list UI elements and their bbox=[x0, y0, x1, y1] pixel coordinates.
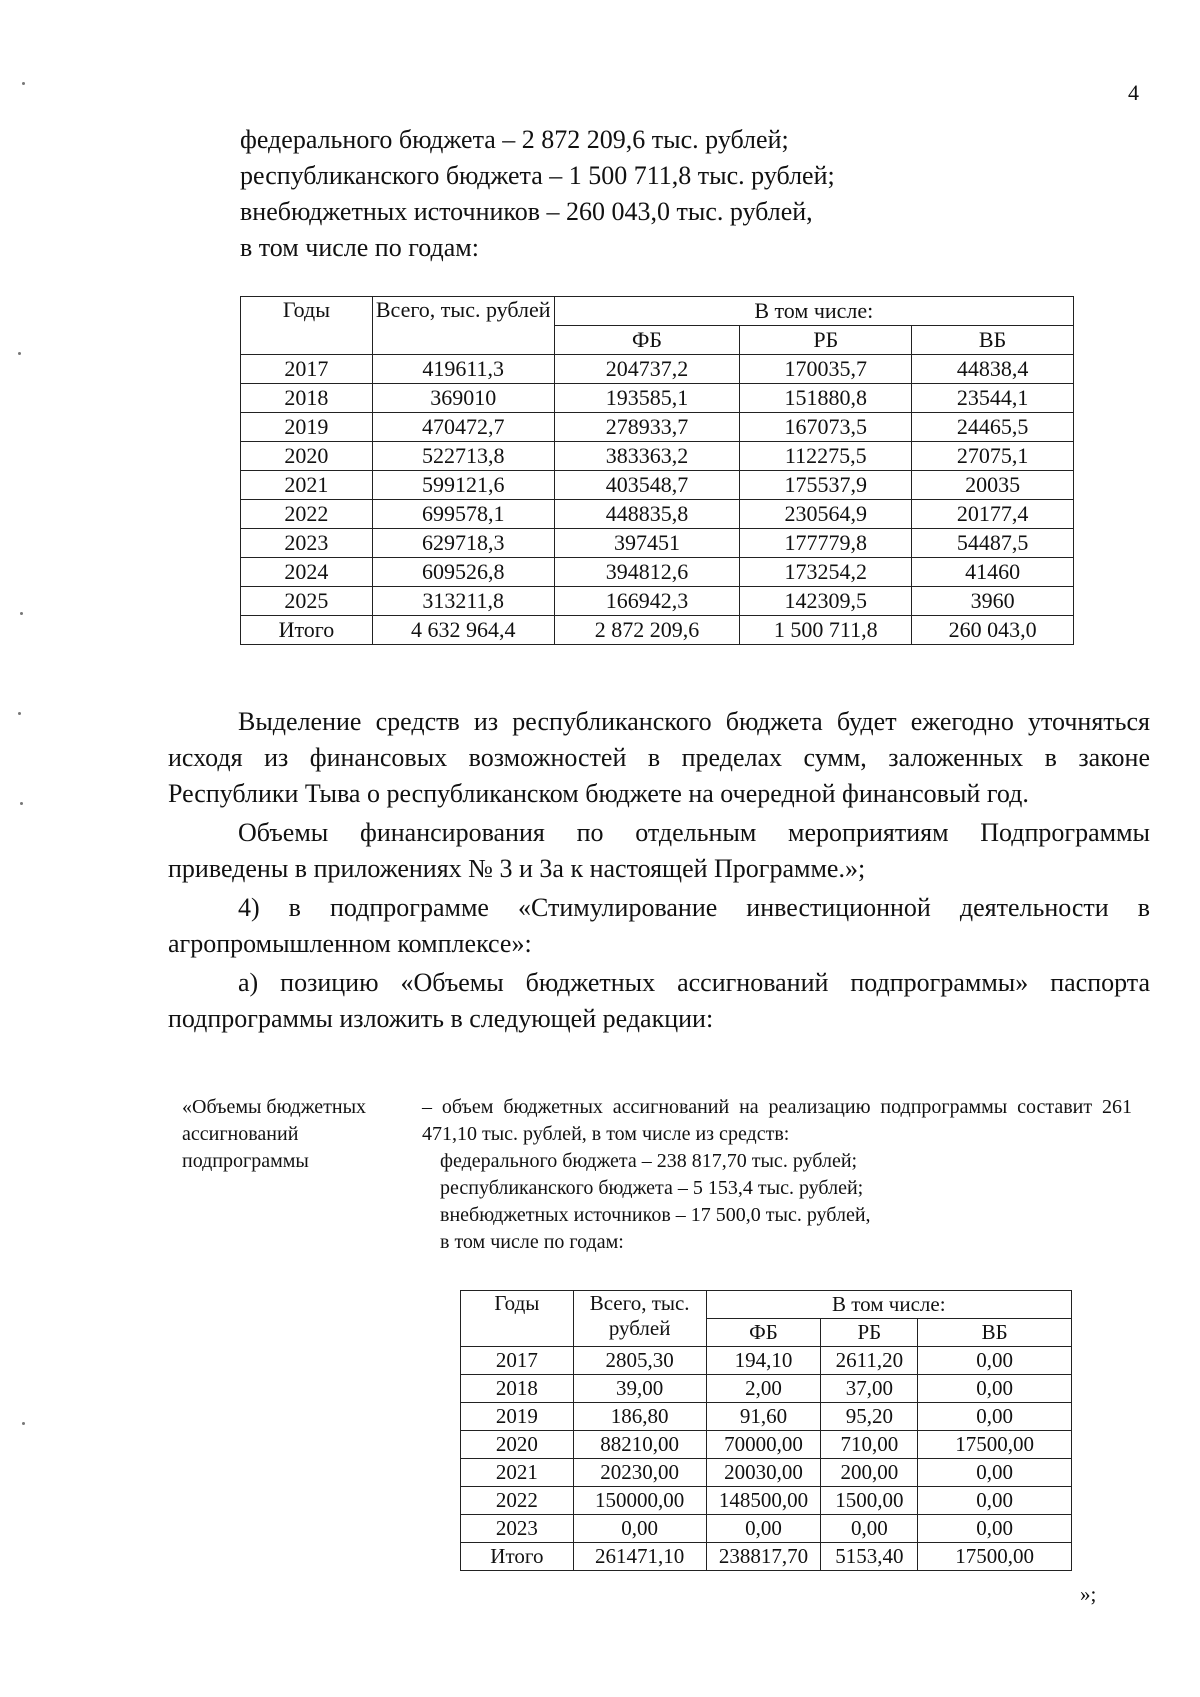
table-cell: 148500,00 bbox=[706, 1487, 821, 1515]
paragraph-position: а) позицию «Объемы бюджетных ассигнований подпрограммы» паспорта подпрограммы изложить в следующей редакции: bbox=[168, 968, 1150, 1033]
table-cell: 200,00 bbox=[821, 1459, 918, 1487]
table-cell: 70000,00 bbox=[706, 1431, 821, 1459]
table-cell: 112275,5 bbox=[740, 442, 912, 471]
page-number: 4 bbox=[1128, 80, 1139, 105]
table-cell: 710,00 bbox=[821, 1431, 918, 1459]
table-body bbox=[461, 1347, 1072, 1571]
table-cell: 2019 bbox=[241, 413, 373, 442]
table-cell: 2021 bbox=[241, 471, 373, 500]
table-cell: 2611,20 bbox=[821, 1347, 918, 1375]
table-cell: 369010 bbox=[372, 384, 554, 413]
table-cell: 2023 bbox=[241, 529, 373, 558]
table-cell: 1 500 711,8 bbox=[740, 616, 912, 645]
table-cell: 88210,00 bbox=[573, 1431, 706, 1459]
table-cell: 166942,3 bbox=[554, 587, 740, 616]
table-cell: 278933,7 bbox=[554, 413, 740, 442]
table-cell: 177779,8 bbox=[740, 529, 912, 558]
funding-table-subprogram bbox=[460, 1290, 1072, 1571]
table-cell: 20177,4 bbox=[912, 500, 1074, 529]
table-cell: 238817,70 bbox=[706, 1543, 821, 1571]
table-cell: 2 872 209,6 bbox=[554, 616, 740, 645]
table-cell: 629718,3 bbox=[372, 529, 554, 558]
table-cell: 0,00 bbox=[706, 1515, 821, 1543]
intro-line-offbudget: внебюджетных источников – 260 043,0 тыс. рублей, bbox=[240, 197, 813, 226]
table-row bbox=[461, 1543, 1072, 1571]
funding-table-main bbox=[240, 296, 1074, 645]
header-years: Годы bbox=[461, 1291, 574, 1347]
table-row bbox=[461, 1347, 1072, 1375]
table-row bbox=[461, 1459, 1072, 1487]
table-cell: 27075,1 bbox=[912, 442, 1074, 471]
table-cell: 17500,00 bbox=[918, 1431, 1072, 1459]
header-vb: ВБ bbox=[918, 1319, 1072, 1347]
paragraph-allocation: Выделение средств из республиканского бюджета будет ежегодно уточняться исходя из финансовых возможностей в пределах сумм, заложенных в законе Республики Тыва о республиканском бюджете на очередной финансовый год. bbox=[168, 707, 1150, 808]
table-row bbox=[241, 587, 1074, 616]
header-total: Всего, тыс. рублей bbox=[372, 297, 554, 355]
table-row bbox=[461, 1431, 1072, 1459]
table-cell: 2025 bbox=[241, 587, 373, 616]
table-cell: 173254,2 bbox=[740, 558, 912, 587]
table-row bbox=[461, 1487, 1072, 1515]
paragraph-volumes: Объемы финансирования по отдельным мероприятиям Подпрограммы приведены в приложениях № 3 и 3а к настоящей Программе.»; bbox=[168, 818, 1150, 883]
table-header-row bbox=[461, 1291, 1072, 1319]
table-row bbox=[241, 558, 1074, 587]
table-row bbox=[461, 1403, 1072, 1431]
body-text bbox=[168, 704, 1150, 1037]
table-cell: 470472,7 bbox=[372, 413, 554, 442]
passport-line-total: – объем бюджетных ассигнований на реализацию подпрограммы составит 261 471,10 тыс. рублей, в том числе из средств: bbox=[422, 1096, 1132, 1145]
table-cell: 170035,7 bbox=[740, 355, 912, 384]
table-row bbox=[241, 355, 1074, 384]
scan-speck bbox=[20, 612, 23, 615]
table-cell: 0,00 bbox=[918, 1403, 1072, 1431]
table-cell: 95,20 bbox=[821, 1403, 918, 1431]
table-cell: 419611,3 bbox=[372, 355, 554, 384]
table-cell: 609526,8 bbox=[372, 558, 554, 587]
table-cell: 150000,00 bbox=[573, 1487, 706, 1515]
table-cell: 2018 bbox=[461, 1375, 574, 1403]
table-cell: 91,60 bbox=[706, 1403, 821, 1431]
table-cell: 313211,8 bbox=[372, 587, 554, 616]
header-total: Всего, тыс. рублей bbox=[573, 1291, 706, 1347]
table-cell: 44838,4 bbox=[912, 355, 1074, 384]
table-cell: 230564,9 bbox=[740, 500, 912, 529]
table-cell: 2020 bbox=[241, 442, 373, 471]
table-cell: 20030,00 bbox=[706, 1459, 821, 1487]
scan-speck bbox=[18, 352, 21, 355]
table-cell: 0,00 bbox=[918, 1459, 1072, 1487]
header-including: В том числе: bbox=[706, 1291, 1071, 1319]
table-cell: 4 632 964,4 bbox=[372, 616, 554, 645]
table-cell: 383363,2 bbox=[554, 442, 740, 471]
table-cell: 2017 bbox=[241, 355, 373, 384]
table-cell: 2020 bbox=[461, 1431, 574, 1459]
table-row bbox=[241, 529, 1074, 558]
header-rb: РБ bbox=[821, 1319, 918, 1347]
scan-speck bbox=[22, 82, 25, 85]
table-cell: 5153,40 bbox=[821, 1543, 918, 1571]
table-cell: 3960 bbox=[912, 587, 1074, 616]
table-cell: 167073,5 bbox=[740, 413, 912, 442]
header-fb: ФБ bbox=[706, 1319, 821, 1347]
table-cell: Итого bbox=[241, 616, 373, 645]
table-cell: 0,00 bbox=[918, 1375, 1072, 1403]
table-row bbox=[241, 500, 1074, 529]
table-cell: 2019 bbox=[461, 1403, 574, 1431]
scan-speck bbox=[22, 1422, 25, 1425]
table-cell: 41460 bbox=[912, 558, 1074, 587]
table-row bbox=[241, 413, 1074, 442]
table-cell: 0,00 bbox=[918, 1347, 1072, 1375]
table-cell: 37,00 bbox=[821, 1375, 918, 1403]
intro-line-by-years: в том числе по годам: bbox=[240, 233, 479, 262]
table-cell: 0,00 bbox=[573, 1515, 706, 1543]
table-cell: 175537,9 bbox=[740, 471, 912, 500]
table-cell: 24465,5 bbox=[912, 413, 1074, 442]
passport-line-federal: федерального бюджета – 238 817,70 тыс. рублей; bbox=[440, 1150, 858, 1172]
table-cell: 260 043,0 bbox=[912, 616, 1074, 645]
header-including: В том числе: bbox=[554, 297, 1073, 326]
table-cell: 2018 bbox=[241, 384, 373, 413]
table-cell: 2024 bbox=[241, 558, 373, 587]
table-row bbox=[241, 384, 1074, 413]
scan-speck bbox=[18, 712, 21, 715]
table-cell: 261471,10 bbox=[573, 1543, 706, 1571]
table-cell: 0,00 bbox=[918, 1515, 1072, 1543]
table-cell: 20035 bbox=[912, 471, 1074, 500]
intro-line-federal: федерального бюджета – 2 872 209,6 тыс. рублей; bbox=[240, 125, 789, 154]
table-cell: 394812,6 bbox=[554, 558, 740, 587]
passport-line-by-years: в том числе по годам: bbox=[440, 1231, 624, 1253]
table-cell: 2022 bbox=[241, 500, 373, 529]
table-row bbox=[241, 616, 1074, 645]
table-cell: Итого bbox=[461, 1543, 574, 1571]
table-cell: 1500,00 bbox=[821, 1487, 918, 1515]
header-rb: РБ bbox=[740, 326, 912, 355]
table-row bbox=[241, 442, 1074, 471]
table-cell: 2,00 bbox=[706, 1375, 821, 1403]
table-row bbox=[461, 1375, 1072, 1403]
table-body bbox=[241, 355, 1074, 645]
table-row bbox=[241, 471, 1074, 500]
table-cell: 2017 bbox=[461, 1347, 574, 1375]
table-cell: 186,80 bbox=[573, 1403, 706, 1431]
header-vb: ВБ bbox=[912, 326, 1074, 355]
table-cell: 0,00 bbox=[918, 1487, 1072, 1515]
passport-label: «Объемы бюджетных ассигнований подпрограммы bbox=[182, 1096, 367, 1172]
table-cell: 2805,30 bbox=[573, 1347, 706, 1375]
scan-speck bbox=[20, 802, 23, 805]
table-cell: 2021 bbox=[461, 1459, 574, 1487]
table-cell: 17500,00 bbox=[918, 1543, 1072, 1571]
closing-quote-mark: »; bbox=[1080, 1582, 1097, 1606]
table-cell: 142309,5 bbox=[740, 587, 912, 616]
table-cell: 39,00 bbox=[573, 1375, 706, 1403]
table-cell: 403548,7 bbox=[554, 471, 740, 500]
table-cell: 448835,8 bbox=[554, 500, 740, 529]
intro-line-republic: республиканского бюджета – 1 500 711,8 тыс. рублей; bbox=[240, 161, 835, 190]
table-row bbox=[461, 1515, 1072, 1543]
table-cell: 54487,5 bbox=[912, 529, 1074, 558]
table-cell: 397451 bbox=[554, 529, 740, 558]
header-fb: ФБ bbox=[554, 326, 740, 355]
table-cell: 599121,6 bbox=[372, 471, 554, 500]
passport-line-offbudget: внебюджетных источников – 17 500,0 тыс. рублей, bbox=[440, 1204, 871, 1226]
table-header-row bbox=[241, 297, 1074, 326]
table-cell: 194,10 bbox=[706, 1347, 821, 1375]
table-cell: 699578,1 bbox=[372, 500, 554, 529]
passport-line-republic: республиканского бюджета – 5 153,4 тыс. рублей; bbox=[440, 1177, 864, 1199]
table-cell: 204737,2 bbox=[554, 355, 740, 384]
paragraph-subprogram: 4) в подпрограмме «Стимулирование инвестиционной деятельности в агропромышленном комплексе»: bbox=[168, 893, 1150, 958]
table-cell: 2023 bbox=[461, 1515, 574, 1543]
table-cell: 193585,1 bbox=[554, 384, 740, 413]
passport-content bbox=[422, 1094, 1132, 1256]
table-cell: 0,00 bbox=[821, 1515, 918, 1543]
table-cell: 2022 bbox=[461, 1487, 574, 1515]
table-cell: 522713,8 bbox=[372, 442, 554, 471]
table-cell: 20230,00 bbox=[573, 1459, 706, 1487]
table-cell: 23544,1 bbox=[912, 384, 1074, 413]
header-years: Годы bbox=[241, 297, 373, 355]
table-cell: 151880,8 bbox=[740, 384, 912, 413]
